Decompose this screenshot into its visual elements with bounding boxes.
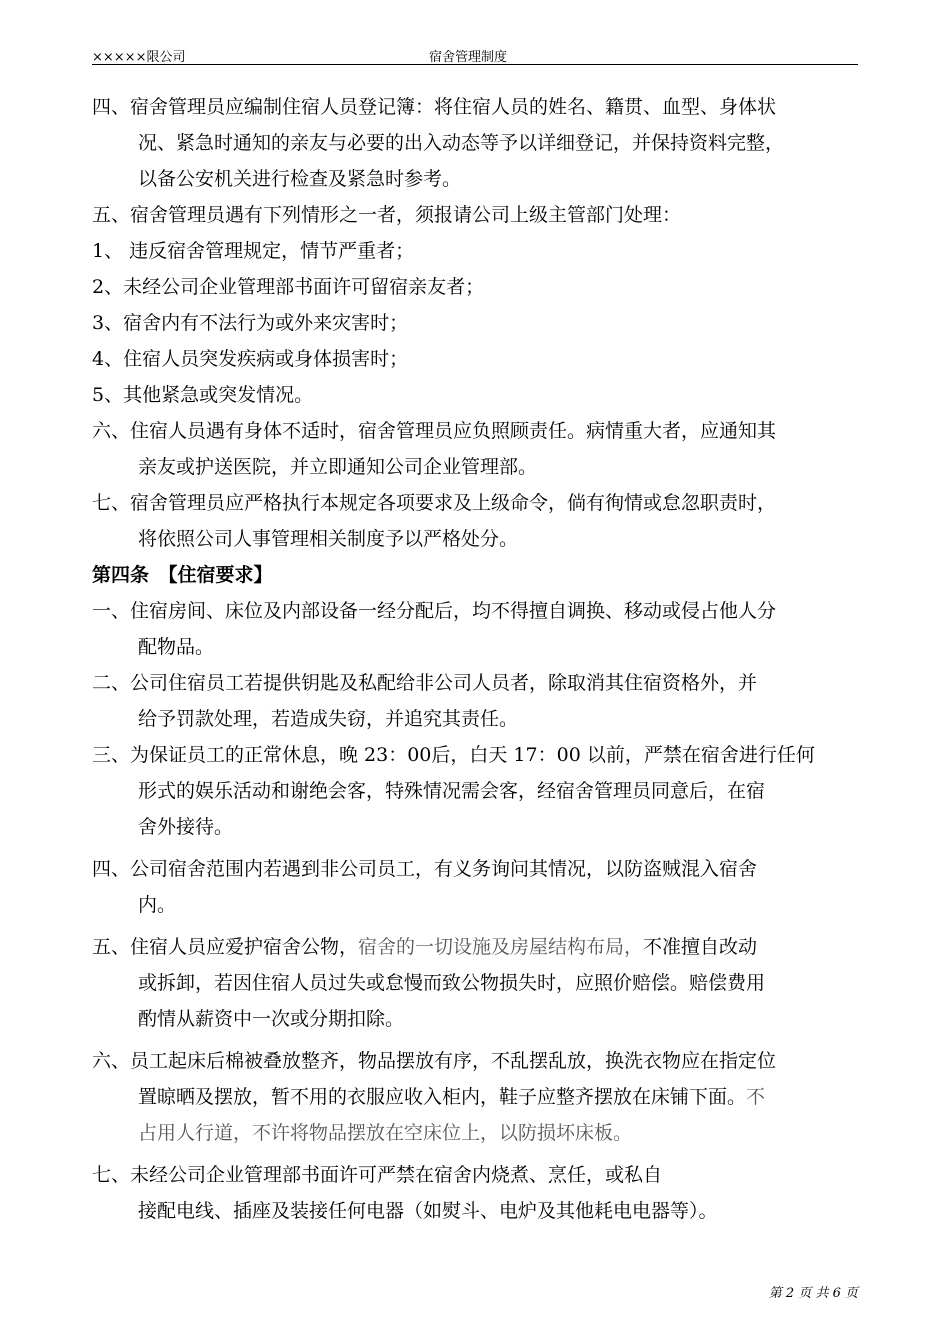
text-line: 四、宿舍管理员应编制住宿人员登记簿：将住宿人员的姓名、籍贯、血型、身体状	[92, 96, 777, 118]
text-line: 舍外接待。	[138, 816, 234, 838]
text-line: 亲友或护送医院，并立即通知公司企业管理部。	[138, 456, 538, 478]
text-line: 况、紧急时通知的亲友与必要的出入动态等予以详细登记，并保持资料完整，	[138, 132, 785, 154]
list-item: 2、未经公司企业管理部书面许可留宿亲友者；	[92, 276, 485, 298]
text-line: 六、员工起床后棉被叠放整齐，物品摆放有序，不乱摆乱放，换洗衣物应在指定位	[92, 1050, 777, 1072]
text-line: 四、公司宿舍范围内若遇到非公司员工，有义务询问其情况，以防盗贼混入宿舍	[92, 858, 758, 880]
text-line: 或拆卸，若因住宿人员过失或怠慢而致公物损失时，应照价赔偿。赔偿费用	[138, 972, 766, 994]
text-line: 接配电线、插座及装接任何电器（如熨斗、电炉及其他耗电电器等）。	[138, 1200, 718, 1222]
page-number: 第 2 页 共 6 页	[768, 1286, 858, 1301]
text-line: 二、公司住宿员工若提供钥匙及私配给非公司人员者，除取消其住宿资格外，并	[92, 672, 758, 694]
text-line: 七、未经公司企业管理部书面许可严禁在宿舍内烧煮、烹任，或私自	[92, 1164, 663, 1186]
text-line: 五、宿舍管理员遇有下列情形之一者，须报请公司上级主管部门处理：	[92, 204, 682, 226]
text-line	[92, 934, 757, 960]
company-name: ×××××限公司	[92, 50, 186, 65]
text-line: 给予罚款处理，若造成失窃，并追究其责任。	[138, 708, 519, 730]
text-line: 配物品。	[138, 636, 215, 658]
list-item: 3、宿舍内有不法行为或外来灾害时；	[92, 312, 409, 334]
text-line: 将依照公司人事管理相关制度予以严格处分。	[138, 528, 519, 550]
text-segment: 宿舍的一切设施及房屋结构布局，	[358, 936, 644, 958]
text-line: 占用人行道，不许将物品摆放在空床位上，以防损坏床板。	[138, 1122, 633, 1144]
text-line: 六、住宿人员遇有身体不适时，宿舍管理员应负照顾责任。病情重大者，应通知其	[92, 420, 777, 442]
text-segment: 不	[746, 1086, 766, 1108]
list-item: 5、其他紧急或突发情况。	[92, 384, 314, 406]
text-segment: 不准擅自改动	[643, 936, 758, 958]
text-line	[138, 1084, 765, 1110]
text-segment: 五、住宿人员应爱护宿舍公物，	[92, 936, 359, 958]
text-line: 内。	[138, 894, 177, 916]
text-line: 三、为保证员工的正常休息，晚 23：00后，白天 17：00 以前，严禁在宿舍进行任何	[92, 744, 815, 766]
list-item: 4、住宿人员突发疾病或身体损害时；	[92, 348, 409, 370]
text-line: 形式的娱乐活动和谢绝会客，特殊情况需会客，经宿舍管理员同意后，在宿	[138, 780, 766, 802]
text-line: 以备公安机关进行检查及紧急时参考。	[138, 168, 462, 190]
text-line: 七、宿舍管理员应严格执行本规定各项要求及上级命令，倘有徇情或怠忽职责时，	[92, 492, 777, 514]
section-heading: 第四条 【住宿要求】	[92, 564, 273, 586]
text-line: 一、住宿房间、床位及内部设备一经分配后，均不得擅自调换、移动或侵占他人分	[92, 600, 777, 622]
list-item: 1、 违反宿舍管理规定，情节严重者；	[92, 240, 415, 262]
text-line: 酌情从薪资中一次或分期扣除。	[138, 1008, 405, 1030]
document-title: 宿舍管理制度	[429, 50, 508, 65]
text-segment: 置晾晒及摆放，暂不用的衣服应收入柜内，鞋子应整齐摆放在床铺下面。	[138, 1086, 747, 1108]
page-header	[92, 40, 858, 65]
